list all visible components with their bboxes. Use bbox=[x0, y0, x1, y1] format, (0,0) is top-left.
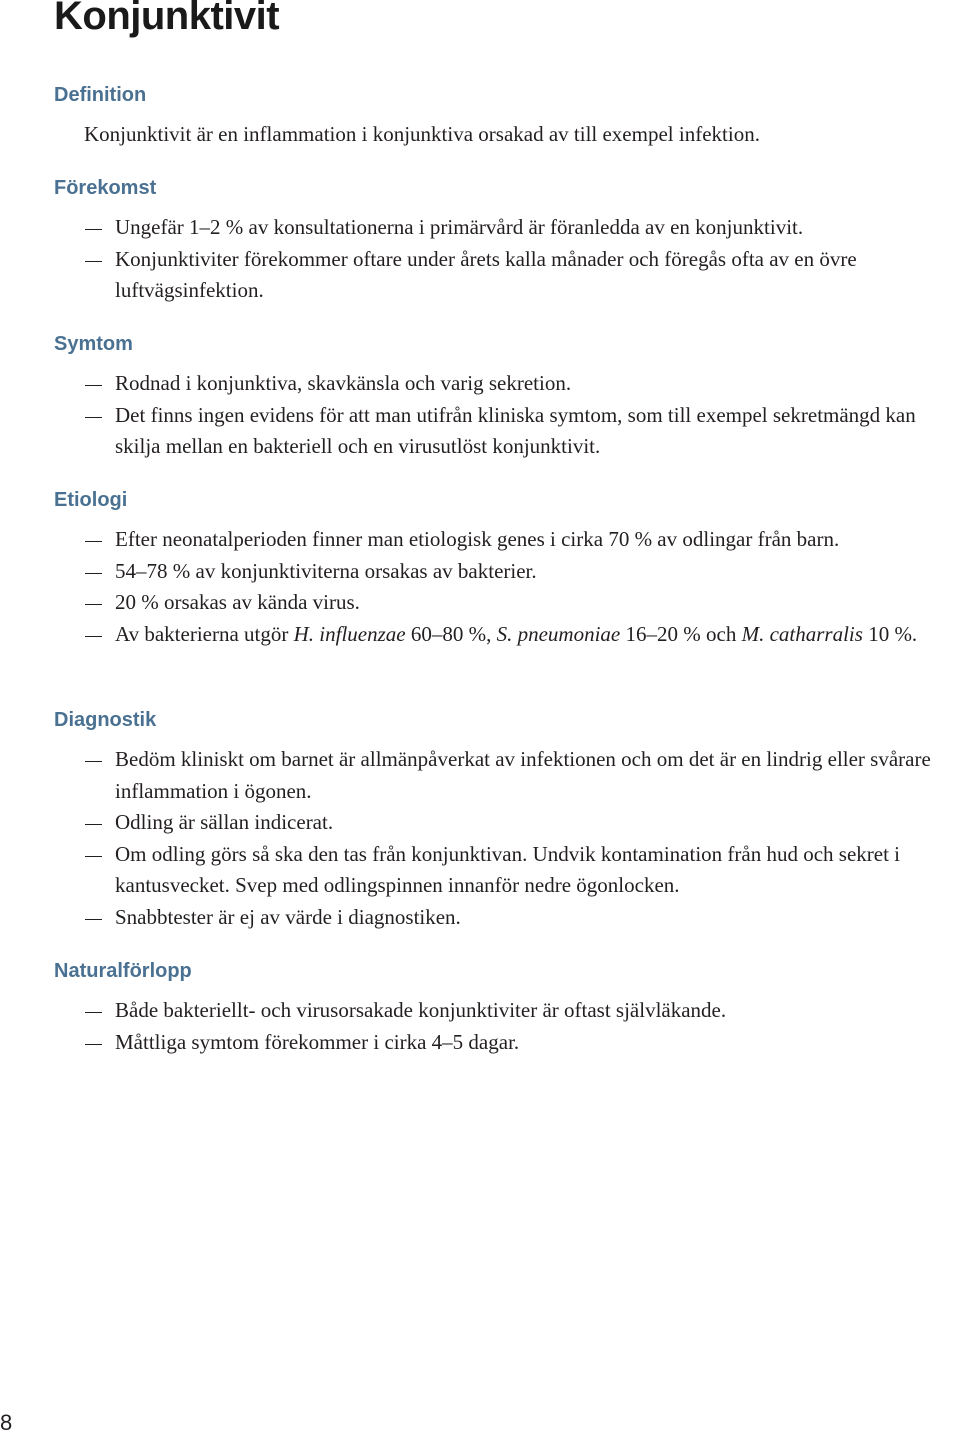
list-item: Efter neonatalperioden finner man etiologisk genes i cirka 70 % av odlingar från barn. bbox=[54, 524, 960, 556]
list-item: Rodnad i konjunktiva, skavkänsla och varig sekretion. bbox=[54, 368, 960, 400]
section-heading-naturalforlopp: Naturalförlopp bbox=[54, 960, 192, 982]
etiologi-list bbox=[54, 524, 960, 650]
list-item: Både bakteriellt- och virusorsakade konjunktiviter är oftast självläkande. bbox=[54, 995, 960, 1027]
list-item: 20 % orsakas av kända virus. bbox=[54, 587, 960, 619]
list-item: Ungefär 1–2 % av konsultationerna i primärvård är föranledda av en konjunktivit. bbox=[54, 212, 960, 244]
page-title: Konjunktivit bbox=[54, 0, 280, 38]
species-m-catharralis: M. catharralis bbox=[741, 621, 863, 646]
list-item: 54–78 % av konjunktiviterna orsakas av bakterier. bbox=[54, 556, 960, 588]
bacteria-prefix: Av bakterierna utgör bbox=[115, 621, 294, 646]
section-forekomst bbox=[54, 174, 960, 307]
diagnostik-list bbox=[54, 744, 960, 933]
value-h-influenzae: 60–80 %, bbox=[405, 621, 497, 646]
list-item: Odling är sällan indicerat. bbox=[54, 807, 960, 839]
section-heading-etiologi: Etiologi bbox=[54, 489, 128, 511]
section-naturalforlopp bbox=[54, 957, 960, 1058]
list-item-bacteria bbox=[54, 619, 960, 651]
section-heading-forekomst: Förekomst bbox=[54, 177, 157, 199]
naturalforlopp-list bbox=[54, 995, 960, 1058]
section-heading-symtom: Symtom bbox=[54, 333, 133, 355]
page-number: 8 bbox=[0, 1410, 13, 1435]
list-item: Måttliga symtom förekommer i cirka 4–5 dagar. bbox=[54, 1027, 960, 1059]
list-item: Konjunktiviter förekommer oftare under årets kalla månader och föregås ofta av en övre luftvägsinfektion. bbox=[54, 244, 960, 307]
list-item: Snabbtester är ej av värde i diagnostiken. bbox=[54, 902, 960, 934]
section-heading-definition: Definition bbox=[54, 84, 147, 106]
species-h-influenzae: H. influenzae bbox=[293, 621, 406, 646]
forekomst-list bbox=[54, 212, 960, 307]
section-heading-diagnostik: Diagnostik bbox=[54, 709, 157, 731]
section-definition bbox=[54, 81, 960, 151]
definition-text: Konjunktivit är en inflammation i konjunktiva orsakad av till exempel infektion. bbox=[84, 122, 760, 146]
list-item: Bedöm kliniskt om barnet är allmänpåverkat av infektionen och om det är en lindrig eller svårare inflammation i ögonen. bbox=[54, 744, 960, 807]
value-s-pneumoniae: 16–20 % och bbox=[620, 621, 742, 646]
list-item: Om odling görs så ska den tas från konjunktivan. Undvik kontamination från hud och sekret i kantusvecket. Svep med odlingspinnen innanför nedre ögonlocken. bbox=[54, 839, 960, 902]
symtom-list bbox=[54, 368, 960, 463]
section-etiologi bbox=[54, 486, 960, 650]
species-s-pneumoniae: S. pneumoniae bbox=[496, 621, 621, 646]
section-symtom bbox=[54, 330, 960, 463]
list-item: Det finns ingen evidens för att man utifrån kliniska symtom, som till exempel sekretmängd kan skilja mellan en bakteriell och en virusutlöst konjunktivit. bbox=[54, 400, 960, 463]
section-diagnostik bbox=[54, 706, 960, 933]
value-m-catharralis: 10 %. bbox=[862, 621, 918, 646]
